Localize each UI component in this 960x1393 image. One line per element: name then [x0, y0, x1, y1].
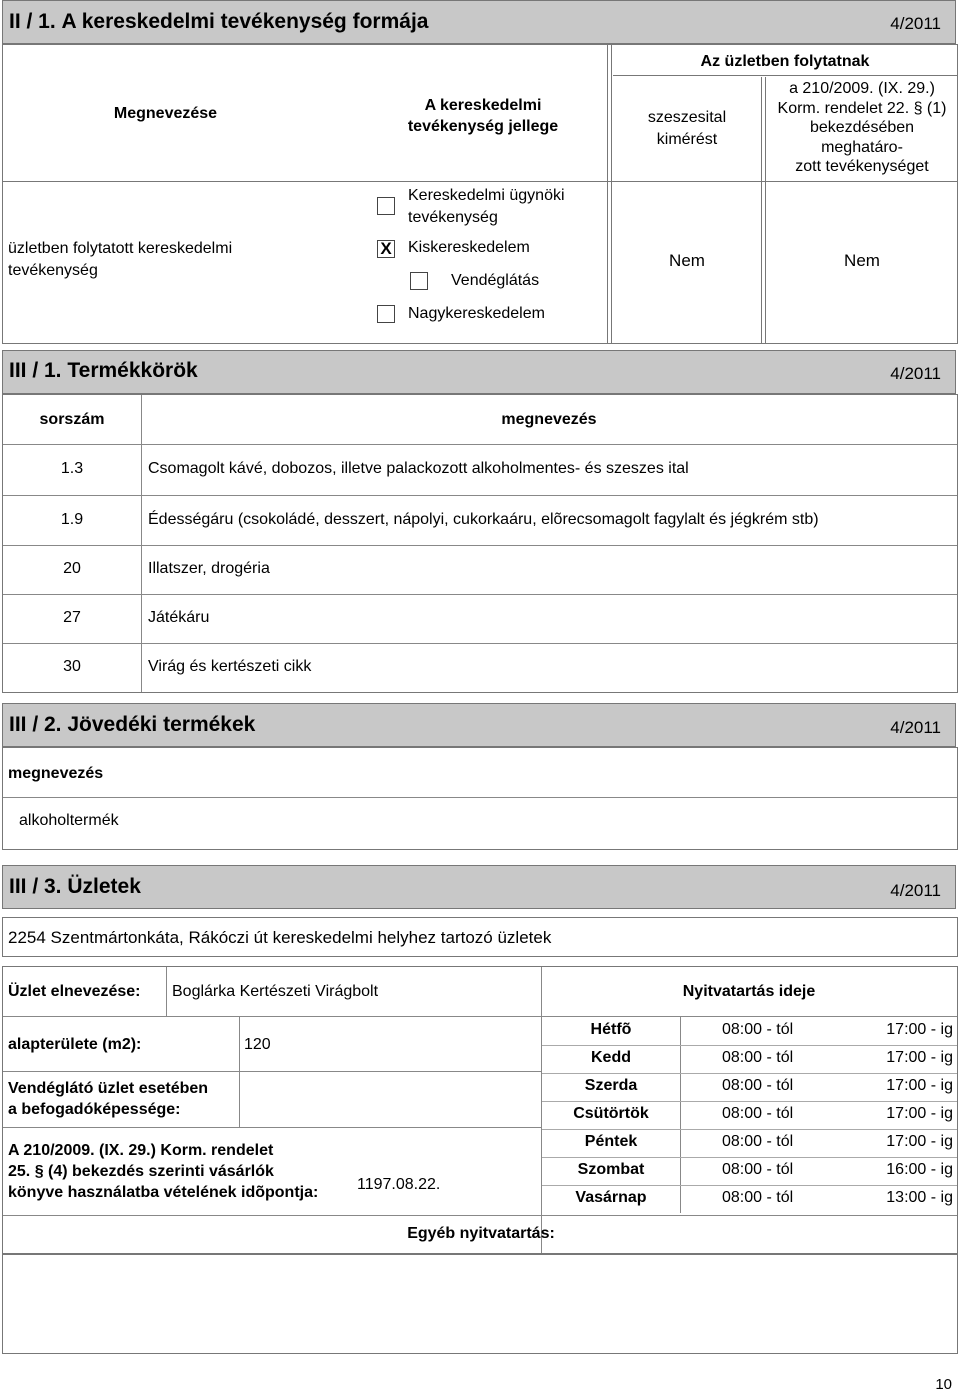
excise-col-header: megnevezés: [8, 765, 104, 782]
hours-from: 08:00 - tól: [722, 1077, 794, 1094]
section-date: 4/2011: [890, 364, 941, 383]
product-number: 1.9: [60, 511, 84, 528]
group-header: Az üzletben folytatnak: [700, 53, 870, 70]
col-number-header: sorszám: [39, 411, 105, 428]
option-label-catering: Vendéglátás: [451, 272, 540, 289]
hours-day: Kedd: [591, 1049, 631, 1066]
hours-day: Szombat: [577, 1161, 645, 1178]
product-name: Játékáru: [148, 609, 210, 626]
shop-name-label: Üzlet elnevezése:: [8, 983, 141, 1000]
option-checkbox-retail[interactable]: X: [377, 240, 395, 258]
alcohol-value: Nem: [669, 251, 705, 270]
section-title: III / 3. Üzletek: [9, 875, 141, 898]
regulation-value: Nem: [844, 251, 880, 270]
hours-to: 17:00 - ig: [886, 1105, 953, 1122]
section-title: III / 1. Termékkörök: [9, 359, 198, 382]
page-number: 10: [935, 1376, 952, 1393]
product-number: 27: [63, 609, 81, 626]
hours-to: 16:00 - ig: [886, 1161, 953, 1178]
option-label-agent: Kereskedelmi ügynöki tevékenység: [408, 187, 565, 226]
shop-box: [2, 966, 958, 1254]
hours-to: 17:00 - ig: [886, 1049, 953, 1066]
hours-day: Csütörtök: [573, 1105, 649, 1122]
hours-day: Vasárnap: [575, 1189, 647, 1206]
area-value: 120: [244, 1036, 271, 1053]
section-bar-iii1: [2, 350, 956, 394]
col-alcohol-header: szeszesital kimérést: [647, 109, 727, 148]
shop-name-value: Boglárka Kertészeti Virágbolt: [172, 983, 379, 1000]
hours-day: Szerda: [584, 1077, 638, 1094]
hours-from: 08:00 - tól: [722, 1133, 794, 1150]
col-regulation-header: a 210/2009. (IX. 29.) Korm. rendelet 22. § (1) bekezdésében meghatáro- zott tevékenységet: [777, 80, 947, 175]
option-label-wholesale: Nagykereskedelem: [408, 305, 545, 322]
product-name: Illatszer, drogéria: [148, 560, 270, 577]
section-title: III / 2. Jövedéki termékek: [9, 713, 256, 736]
hours-day: Péntek: [584, 1133, 638, 1150]
option-checkbox-catering[interactable]: [410, 272, 428, 290]
section-bar-iii2: [2, 703, 956, 747]
option-label-retail: Kiskereskedelem: [408, 239, 530, 256]
hours-from: 08:00 - tól: [722, 1189, 794, 1206]
product-number: 30: [63, 658, 81, 675]
section-bar-iii3: [2, 865, 956, 909]
complaint-book-date: 1197.08.22.: [357, 1176, 441, 1193]
hours-from: 08:00 - tól: [722, 1049, 794, 1066]
address-box: [2, 917, 958, 957]
hours-day: Hétfõ: [590, 1021, 632, 1038]
option-checkbox-wholesale[interactable]: [377, 305, 395, 323]
area-label: alapterülete (m2):: [8, 1036, 142, 1053]
product-number: 20: [63, 560, 81, 577]
hours-to: 17:00 - ig: [886, 1021, 953, 1038]
products-table: [2, 394, 958, 693]
hours-title: Nyitvatartás ideje: [682, 983, 816, 1000]
hours-from: 08:00 - tól: [722, 1161, 794, 1178]
hours-from: 08:00 - tól: [722, 1021, 794, 1038]
section-title: II / 1. A kereskedelmi tevékenység formája: [9, 10, 429, 33]
capacity-label: Vendéglátó üzlet esetében a befogadóképessége:: [8, 1080, 209, 1118]
other-hours-box: [2, 1254, 958, 1354]
form-table: [2, 44, 958, 344]
excise-table: [2, 747, 958, 850]
product-number: 1.3: [60, 460, 84, 477]
product-name: Virág és kertészeti cikk: [148, 658, 312, 675]
section-date: 4/2011: [890, 14, 941, 33]
excise-item: alkoholtermék: [19, 812, 119, 829]
product-name: Csomagolt kávé, dobozos, illetve palackozott alkoholmentes- és szeszes ital: [148, 460, 689, 477]
section-date: 4/2011: [890, 718, 941, 737]
hours-from: 08:00 - tól: [722, 1105, 794, 1122]
complaint-book-label: A 210/2009. (IX. 29.) Korm. rendelet 25. § (4) bekezdés szerinti vásárlók könyve használatba vételének idõpontja:: [8, 1142, 319, 1201]
shop-address: 2254 Szentmártonkáta, Rákóczi út kereskedelmi helyhez tartozó üzletek: [8, 928, 552, 947]
product-name: Édességáru (csokoládé, desszert, nápolyi, cukorkaáru, elõrecsomagolt fagylalt és jégkrém stb): [148, 511, 819, 528]
hours-to: 13:00 - ig: [886, 1189, 953, 1206]
other-hours-label: Egyéb nyitvatartás:: [407, 1225, 555, 1242]
col-name-header: Megnevezése: [113, 105, 218, 122]
col-product-header: megnevezés: [501, 411, 597, 428]
hours-to: 17:00 - ig: [886, 1133, 953, 1150]
section-bar-ii1: [2, 0, 956, 44]
col-nature-header: A kereskedelmi tevékenység jellege: [407, 97, 559, 135]
option-checkbox-agent[interactable]: [377, 197, 395, 215]
hours-to: 17:00 - ig: [886, 1077, 953, 1094]
section-date: 4/2011: [890, 881, 941, 900]
activity-name: üzletben folytatott kereskedelmi tevékenység: [8, 240, 233, 279]
